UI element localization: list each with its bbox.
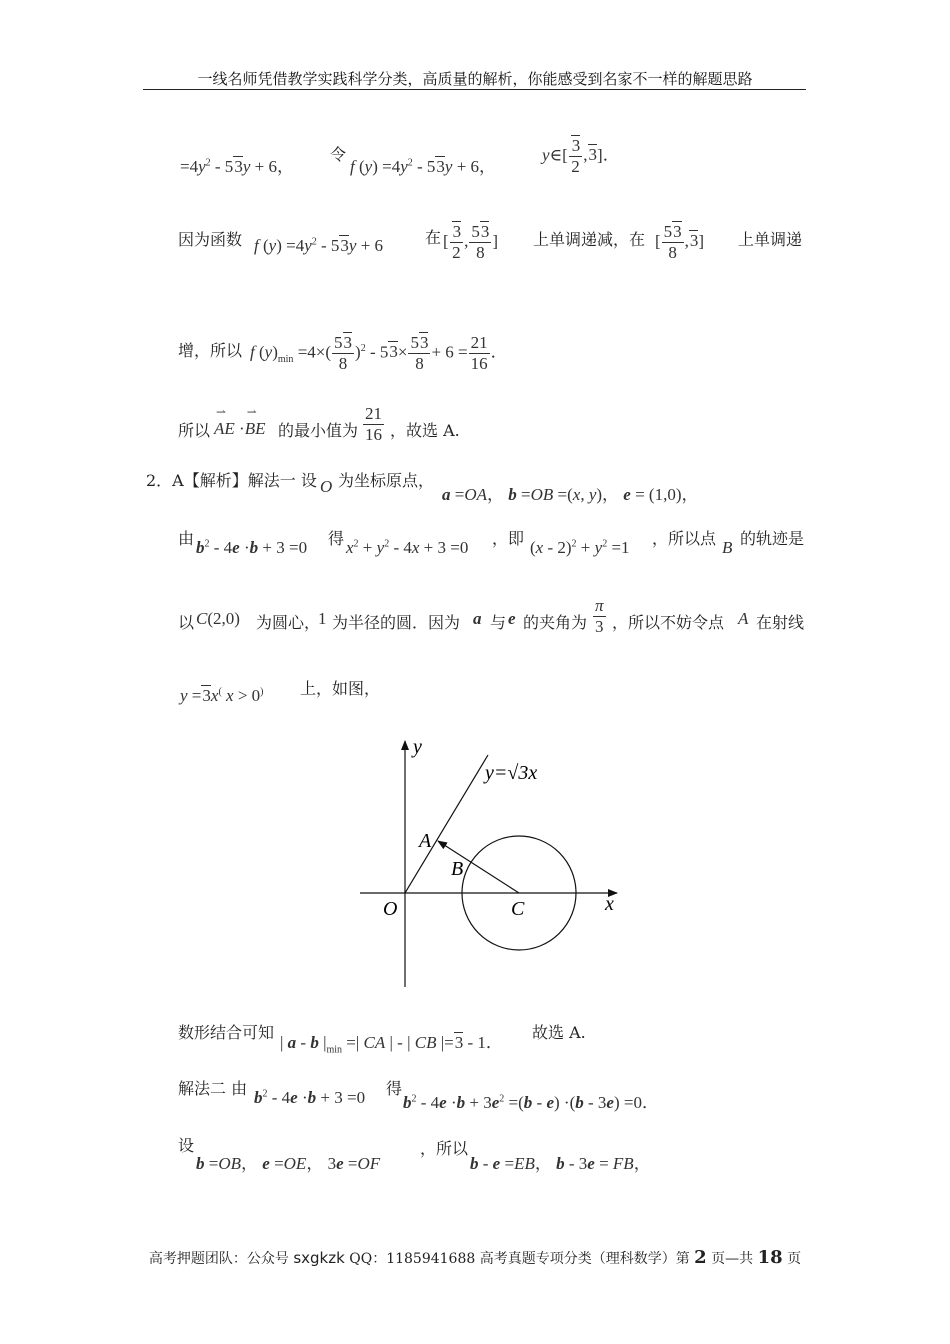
page-header: 一线名师凭借教学实践科学分类，高质量的解析，你能感受到名家不一样的解题思路 — [197, 70, 753, 88]
text-locus: 的轨迹是 — [740, 529, 805, 548]
text-point: ，所以点 — [652, 529, 717, 548]
point-b: B — [722, 538, 733, 557]
text-ji: ，即 — [492, 529, 525, 548]
equation-circle: $(x - 2)^2 + y^2 =1$ — [530, 538, 630, 557]
footer-account: sxgkzk — [293, 1249, 345, 1267]
ray-line — [405, 755, 488, 893]
interval-increasing: [ $\frac{53}{8}$ ,3] — [655, 222, 705, 262]
point-b-label: B — [451, 858, 464, 880]
text-combination: 数形结合可知 — [178, 1023, 275, 1042]
point-a: A — [738, 609, 749, 628]
equation-fy-2: f $(y) =4y^2 - 53y + 6$ — [254, 236, 384, 255]
origin-label: O — [383, 898, 398, 920]
equation-factor: $b^2 - 4e \cdot b + 3e^2 =(b - e) \cdot(b - 3e) =0$． — [403, 1093, 659, 1112]
point-a-label: A — [419, 830, 432, 852]
footer-total-pages: 18 — [757, 1247, 783, 1268]
footer-page-of: 页—共 — [711, 1251, 754, 1267]
interval-decreasing: [ $\frac{3}{2}$ , $\frac{53}{8}$ ] — [443, 222, 499, 262]
equation-ray: y =3x( x > 0) — [180, 686, 264, 705]
radius-1: 1 — [318, 609, 327, 628]
equation-domain: y∈[ $\frac{3}{2}$ ,3]． — [542, 136, 620, 176]
equation-condition-2: $b^2 - 4e \cdot b + 3 =0$ — [254, 1088, 366, 1107]
equation-line-1: $=4y^2 - 53y + 6$， — [180, 157, 294, 176]
text-suoyi-2: ，所以 — [420, 1139, 469, 1158]
text-angle: 的夹角为 — [523, 613, 588, 632]
vector-e: e — [508, 609, 516, 628]
equation-condition: $b^2 - 4e \cdot b + 3 =0$ — [196, 538, 308, 557]
text-let-point: ，所以不妨令点 — [612, 613, 725, 632]
footer-info: QQ：1185941688 高考真题专项分类（理科数学）第 — [349, 1251, 690, 1267]
vector-a: a — [473, 609, 482, 628]
problem-2-heading: 2．A【解析】解法一 设 — [146, 471, 317, 490]
footer-team: 高考押题团队：公众号 — [148, 1251, 289, 1267]
point-c20: C(2,0) — [196, 609, 240, 628]
equation-fmin: f $(y)_{min} =4\times$( $\frac{53}{8}$ )$^2$ - 53× $\frac{53}{8}$ + 6 = $\frac{21}{16}$ ． — [250, 333, 508, 373]
text-center: 为圆心， — [256, 613, 321, 632]
y-axis-label: y — [413, 736, 422, 758]
point-c-label: C — [511, 898, 525, 920]
equation-fy: f $(y) =4y^2 - 53y + 6$， — [350, 157, 497, 176]
text-so: 增，所以 — [178, 341, 243, 360]
vector-set: b =OB， e =OE， 3e =OF — [196, 1154, 381, 1173]
text-yi: 以 — [178, 613, 195, 632]
text-zai: 在 — [425, 228, 442, 247]
equation-xy: $x^2 + y^2 - 4x + 3 =0$ — [346, 538, 469, 557]
text-method-2: 解法二 由 — [178, 1079, 248, 1098]
text-you: 由 — [178, 529, 195, 548]
text-origin: 为坐标原点， — [338, 471, 435, 490]
footer-page-number: 2 — [694, 1247, 707, 1268]
point-o: O — [320, 477, 333, 496]
text-radius: 为半径的圆．因为 — [332, 613, 461, 632]
text-ling: 令 — [330, 145, 347, 164]
vector-dot-product: ⇀ AE ·⇀ BE — [214, 419, 265, 439]
equation-min-distance: | a - b $|_{min}$ =| CA | - | CB |=3 - 1． — [280, 1033, 503, 1056]
text-choose-a: ，故选 A. — [390, 421, 460, 440]
text-suoyi: 所以 — [178, 421, 211, 440]
text-yu: 与 — [490, 613, 507, 632]
page-footer — [0, 1247, 950, 1268]
text-decreasing: 上单调递减，在 — [533, 230, 646, 249]
ray-equation-label: y=√3x — [485, 762, 538, 784]
header-divider — [143, 89, 806, 90]
vector-result: b - e =EB， b - 3e = FB， — [470, 1154, 651, 1173]
text-on-figure: 上，如图， — [300, 679, 381, 698]
text-because-function: 因为函数 — [178, 230, 243, 249]
text-choose-a-2: 故选 A. — [532, 1023, 586, 1042]
text-de: 得 — [328, 529, 345, 548]
text-ray: 在射线 — [756, 613, 805, 632]
frac-pi-3: $\frac{\pi}{3}$ — [595, 596, 604, 636]
text-she: 设 — [178, 1136, 195, 1155]
vector-definitions: a =OA， b =OB =(x, y)， e = (1,0)， — [442, 485, 699, 504]
text-increasing: 上单调递 — [738, 230, 803, 249]
text-min-value: 的最小值为 — [278, 421, 359, 440]
x-axis-label: x — [605, 893, 614, 915]
frac-21-16: $\frac{21}{16}$ — [365, 404, 382, 444]
footer-page-suffix: 页 — [787, 1251, 802, 1267]
text-de-2: 得 — [386, 1079, 403, 1098]
geometry-figure — [355, 735, 625, 990]
